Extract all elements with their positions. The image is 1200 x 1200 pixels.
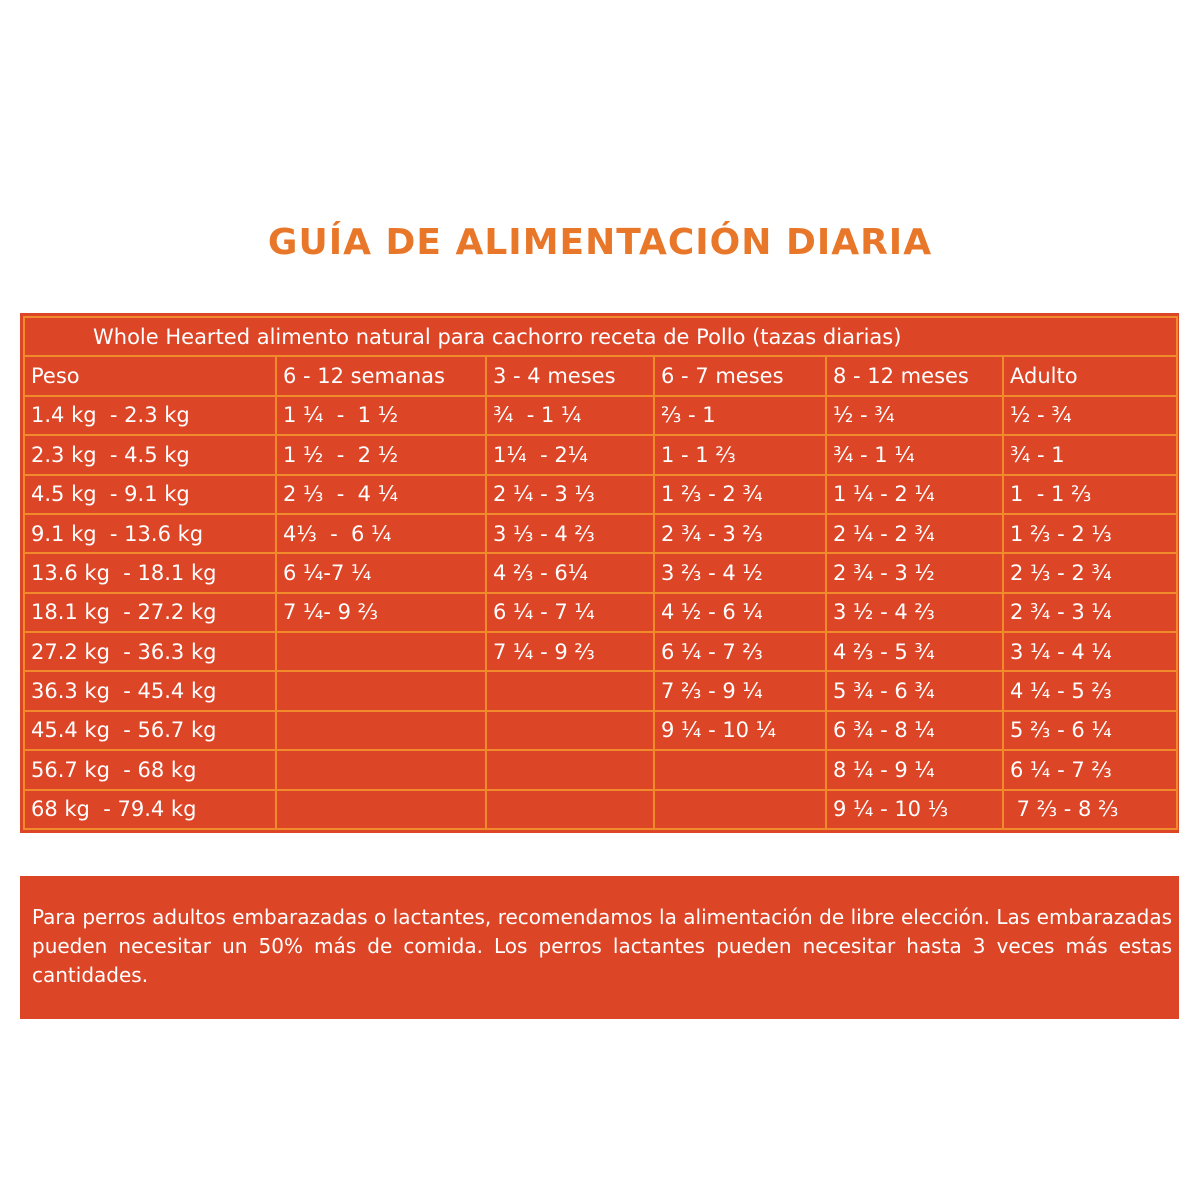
table-row bbox=[24, 790, 1177, 830]
weight-cell: 68 kg - 79.4 kg bbox=[24, 790, 276, 830]
weight-cell: 56.7 kg - 68 kg bbox=[24, 750, 276, 789]
portion-cell: ⅔ - 1 bbox=[654, 396, 826, 435]
portion-cell bbox=[276, 790, 486, 830]
table-caption: Whole Hearted alimento natural para cachorro receta de Pollo (tazas diarias) bbox=[24, 317, 1177, 356]
weight-cell: 9.1 kg - 13.6 kg bbox=[24, 514, 276, 553]
weight-cell: 1.4 kg - 2.3 kg bbox=[24, 396, 276, 435]
portion-cell: 1 - 1 ⅔ bbox=[1003, 475, 1177, 514]
portion-cell bbox=[486, 750, 654, 789]
portion-cell bbox=[654, 750, 826, 789]
portion-cell: 2 ¾ - 3 ⅔ bbox=[654, 514, 826, 553]
portion-cell: 4 ⅔ - 5 ¾ bbox=[826, 632, 1003, 671]
portion-cell: 5 ⅔ - 6 ¼ bbox=[1003, 711, 1177, 750]
feeding-table bbox=[23, 316, 1178, 830]
portion-cell: ½ - ¾ bbox=[826, 396, 1003, 435]
portion-cell: 4 ⅔ - 6¼ bbox=[486, 553, 654, 592]
portion-cell: 3 ⅓ - 4 ⅔ bbox=[486, 514, 654, 553]
portion-cell bbox=[486, 671, 654, 710]
portion-cell: 1 ¼ - 2 ¼ bbox=[826, 475, 1003, 514]
portion-cell: 7 ⅔ - 9 ¼ bbox=[654, 671, 826, 710]
portion-cell bbox=[276, 632, 486, 671]
portion-cell: 6 ¼ - 7 ¼ bbox=[486, 593, 654, 632]
portion-cell: 9 ¼ - 10 ¼ bbox=[654, 711, 826, 750]
portion-cell: 8 ¼ - 9 ¼ bbox=[826, 750, 1003, 789]
portion-cell: 2 ⅓ - 4 ¼ bbox=[276, 475, 486, 514]
portion-cell: 2 ¾ - 3 ¼ bbox=[1003, 593, 1177, 632]
portion-cell bbox=[486, 711, 654, 750]
portion-cell: 2 ¾ - 3 ½ bbox=[826, 553, 1003, 592]
portion-cell bbox=[486, 790, 654, 830]
portion-cell: 1 ⅔ - 2 ¾ bbox=[654, 475, 826, 514]
column-header: 6 - 7 meses bbox=[654, 356, 826, 395]
table-caption-row bbox=[24, 317, 1177, 356]
portion-cell: 6 ¾ - 8 ¼ bbox=[826, 711, 1003, 750]
portion-cell: 1¼ - 2¼ bbox=[486, 435, 654, 474]
portion-cell: 4⅓ - 6 ¼ bbox=[276, 514, 486, 553]
weight-cell: 13.6 kg - 18.1 kg bbox=[24, 553, 276, 592]
portion-cell: 4 ¼ - 5 ⅔ bbox=[1003, 671, 1177, 710]
portion-cell: 1 ½ - 2 ½ bbox=[276, 435, 486, 474]
portion-cell: 6 ¼ - 7 ⅔ bbox=[1003, 750, 1177, 789]
feeding-note-panel bbox=[20, 876, 1179, 1019]
portion-cell bbox=[276, 711, 486, 750]
table-row bbox=[24, 475, 1177, 514]
portion-cell: 2 ¼ - 3 ⅓ bbox=[486, 475, 654, 514]
portion-cell: ½ - ¾ bbox=[1003, 396, 1177, 435]
page-title: GUÍA DE ALIMENTACIÓN DIARIA bbox=[267, 222, 933, 263]
table-row bbox=[24, 396, 1177, 435]
portion-cell: 2 ¼ - 2 ¾ bbox=[826, 514, 1003, 553]
portion-cell: 1 ¼ - 1 ½ bbox=[276, 396, 486, 435]
portion-cell: 4 ½ - 6 ¼ bbox=[654, 593, 826, 632]
column-header: Peso bbox=[24, 356, 276, 395]
weight-cell: 36.3 kg - 45.4 kg bbox=[24, 671, 276, 710]
portion-cell: 3 ¼ - 4 ¼ bbox=[1003, 632, 1177, 671]
table-row bbox=[24, 514, 1177, 553]
portion-cell: ¾ - 1 bbox=[1003, 435, 1177, 474]
portion-cell: 7 ¼ - 9 ⅔ bbox=[486, 632, 654, 671]
portion-cell: 7 ¼- 9 ⅔ bbox=[276, 593, 486, 632]
portion-cell: 1 ⅔ - 2 ⅓ bbox=[1003, 514, 1177, 553]
weight-cell: 27.2 kg - 36.3 kg bbox=[24, 632, 276, 671]
weight-cell: 45.4 kg - 56.7 kg bbox=[24, 711, 276, 750]
portion-cell: 9 ¼ - 10 ⅓ bbox=[826, 790, 1003, 830]
portion-cell bbox=[276, 671, 486, 710]
portion-cell: ¾ - 1 ¼ bbox=[826, 435, 1003, 474]
portion-cell: 7 ⅔ - 8 ⅔ bbox=[1003, 790, 1177, 830]
weight-cell: 4.5 kg - 9.1 kg bbox=[24, 475, 276, 514]
table-row bbox=[24, 671, 1177, 710]
table-row bbox=[24, 593, 1177, 632]
table-row bbox=[24, 553, 1177, 592]
portion-cell: 3 ½ - 4 ⅔ bbox=[826, 593, 1003, 632]
table-row bbox=[24, 750, 1177, 789]
feeding-table-panel bbox=[20, 313, 1179, 833]
table-row bbox=[24, 632, 1177, 671]
table-row bbox=[24, 711, 1177, 750]
weight-cell: 18.1 kg - 27.2 kg bbox=[24, 593, 276, 632]
portion-cell: 6 ¼ - 7 ⅔ bbox=[654, 632, 826, 671]
portion-cell: 6 ¼-7 ¼ bbox=[276, 553, 486, 592]
column-header: Adulto bbox=[1003, 356, 1177, 395]
weight-cell: 2.3 kg - 4.5 kg bbox=[24, 435, 276, 474]
portion-cell: ¾ - 1 ¼ bbox=[486, 396, 654, 435]
column-header: 6 - 12 semanas bbox=[276, 356, 486, 395]
column-header: 8 - 12 meses bbox=[826, 356, 1003, 395]
table-header-row bbox=[24, 356, 1177, 395]
portion-cell bbox=[654, 790, 826, 830]
table-row bbox=[24, 435, 1177, 474]
portion-cell: 3 ⅔ - 4 ½ bbox=[654, 553, 826, 592]
portion-cell: 1 - 1 ⅔ bbox=[654, 435, 826, 474]
portion-cell: 5 ¾ - 6 ¾ bbox=[826, 671, 1003, 710]
portion-cell bbox=[276, 750, 486, 789]
portion-cell: 2 ⅓ - 2 ¾ bbox=[1003, 553, 1177, 592]
column-header: 3 - 4 meses bbox=[486, 356, 654, 395]
feeding-note: Para perros adultos embarazadas o lactantes, recomendamos la alimentación de libre elección. Las embarazadas pueden necesitar un 50% más de comida. Los perros lactantes pueden necesitar hasta 3 veces más estas cantidades. bbox=[32, 905, 1172, 987]
